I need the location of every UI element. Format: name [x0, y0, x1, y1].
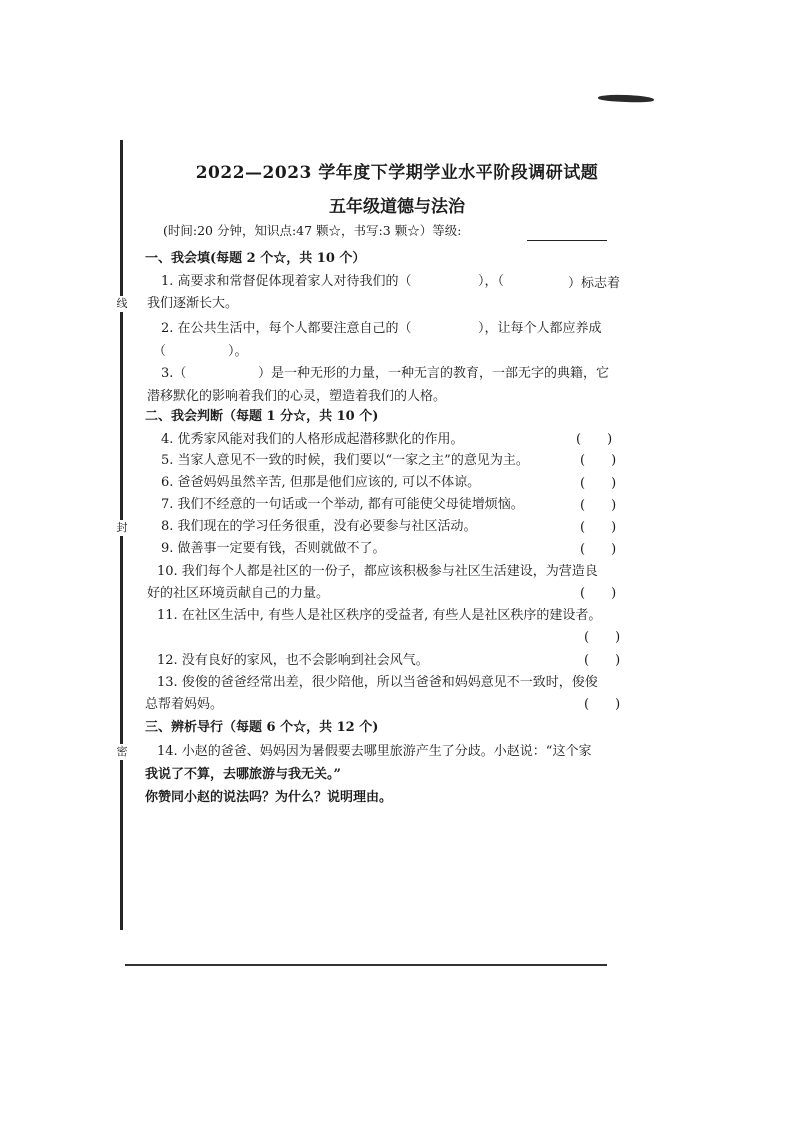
q9-answer-paren[interactable]: ( ) [580, 542, 617, 557]
q1-part-d: 我们逐渐长大。 [147, 296, 239, 311]
section-2-heading: 二、我会判断（每题 1 分☆，共 10 个) [145, 409, 379, 424]
q4-answer-paren[interactable]: ( ) [576, 432, 613, 447]
q4-text: 4. 优秀家风能对我们的人格形成起潜移默化的作用。 [161, 432, 464, 447]
q10-answer-paren[interactable]: ( ) [580, 586, 617, 601]
section-3-heading: 三、辨析导行（每题 6 个☆，共 12 个) [145, 720, 379, 735]
q10-line-2: 好的社区环境贡献自己的力量。 [147, 586, 330, 601]
exam-title: 2022—2023 学年度下学期学业水平阶段调研试题 [195, 163, 599, 183]
q6-answer-paren[interactable]: ( ) [580, 476, 617, 491]
q13-line-1: 13. 俊俊的爸爸经常出差，很少陪他，所以当爸爸和妈妈意见不一致时，俊俊 [157, 675, 598, 690]
q3-part-a: 3.（ [161, 366, 187, 381]
q5-text: 5. 当家人意见不一致的时候，我们要以“一家之主”的意见为主。 [161, 453, 529, 468]
q10-line-1: 10. 我们每个人都是社区的一份子，都应该积极参与社区生活建设，为营造良 [157, 564, 598, 579]
q2-part-d: ）。 [228, 344, 248, 359]
q3-part-c: 潜移默化的影响着我们的心灵，塑造着我们的人格。 [147, 389, 447, 404]
binding-label-feng: 封 [114, 520, 130, 536]
bottom-rule [125, 964, 607, 966]
q11-text: 11. 在社区生活中, 有些人是社区秩序的受益者, 有些人是社区秩序的建设者。 [157, 608, 602, 623]
q13-answer-paren[interactable]: ( ) [584, 697, 621, 712]
q9-text: 9. 做善事一定要有钱，否则就做不了。 [161, 541, 386, 556]
q7-answer-paren[interactable]: ( ) [580, 498, 617, 513]
exam-subtitle: 五年级道德与法治 [329, 197, 465, 217]
grade-blank [527, 240, 607, 241]
q14-question: 你赞同小赵的说法吗？为什么？说明理由。 [145, 790, 393, 805]
q11-answer-paren[interactable]: ( ) [584, 630, 621, 645]
q14-line-2: 我说了不算，去哪旅游与我无关。” [145, 767, 341, 782]
q6-text: 6. 爸爸妈妈虽然辛苦, 但那是他们应该的, 可以不体谅。 [161, 475, 481, 490]
q1-part-a: 1. 高要求和常督促体现着家人对待我们的（ [161, 274, 412, 289]
scan-smudge [598, 94, 654, 103]
q5-answer-paren[interactable]: ( ) [580, 453, 617, 468]
q2-part-c: （ [153, 344, 167, 359]
q1-part-b: ），（ [478, 274, 505, 289]
q1-part-c: ）标志着 [568, 276, 621, 291]
q2-part-a: 2. 在公共生活中，每个人都要注意自己的（ [161, 321, 412, 336]
q3-part-b: ）是一种无形的力量，一种无言的教育，一部无字的典籍，它 [258, 366, 610, 381]
binding-label-mi: 密 [114, 744, 130, 760]
q8-text: 8. 我们现在的学习任务很重，没有必要参与社区活动。 [161, 519, 477, 534]
q12-text: 12. 没有良好的家风，也不会影响到社会风气。 [157, 653, 429, 668]
q8-answer-paren[interactable]: ( ) [580, 520, 617, 535]
q12-answer-paren[interactable]: ( ) [584, 653, 621, 668]
q2-part-b: ），让每个人都应养成 [478, 321, 602, 336]
exam-info: (时间:20 分钟，知识点:47 颗☆，书写:3 颗☆）等级: [163, 223, 462, 238]
q13-line-2: 总帮着妈妈。 [145, 697, 224, 712]
q14-line-1: 14. 小赵的爸爸、妈妈因为暑假要去哪里旅游产生了分歧。小赵说：“这个家 [157, 744, 592, 759]
binding-label-xian: 线 [114, 296, 130, 312]
q7-text: 7. 我们不经意的一句话或一个举动, 都有可能使父母徒增烦恼。 [161, 497, 524, 512]
section-1-heading: 一、我会填(每题 2 个☆，共 10 个） [145, 251, 366, 266]
